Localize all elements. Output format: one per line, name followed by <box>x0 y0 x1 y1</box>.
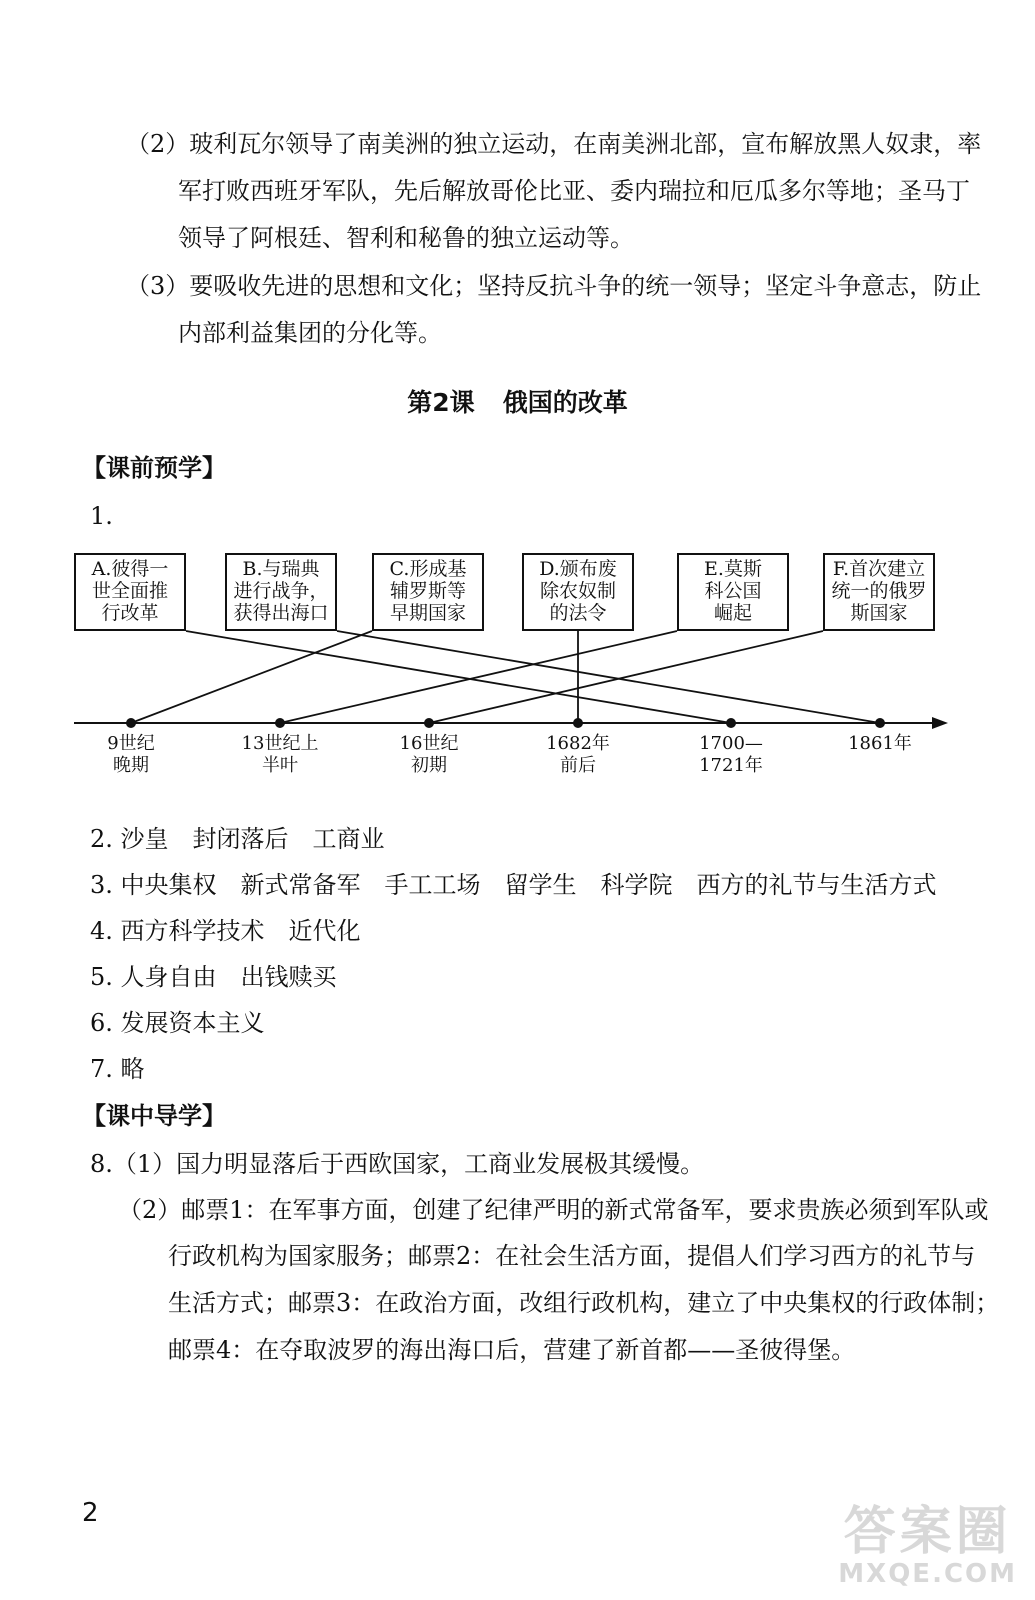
answer-8-2-line-2: 行政机构为国家服务；邮票2：在社会生活方面，提倡人们学习西方的礼节与 <box>168 1242 976 1270</box>
event-box-line: 科公国 <box>704 580 762 602</box>
answer-6: 6. 发展资本主义 <box>90 1009 265 1037</box>
connector-lines <box>131 631 880 723</box>
lesson-number: 第2课 <box>407 388 475 417</box>
watermark-logo <box>838 1504 1017 1588</box>
event-box-line: 辅罗斯等 <box>389 580 466 602</box>
timeline-label-line: 13世纪上 <box>241 733 319 754</box>
answer-5: 5. 人身自由 出钱赎买 <box>90 963 337 991</box>
timeline-dot-5 <box>726 718 736 728</box>
timeline-label-4 <box>523 733 633 777</box>
timeline-label-line: 晚期 <box>113 755 149 776</box>
timeline-label-line: 初期 <box>411 755 447 776</box>
event-box-line: 早期国家 <box>389 602 466 624</box>
event-box-line: 崛起 <box>713 602 752 624</box>
timeline-label-6 <box>825 733 935 755</box>
answer-2: 2. 沙皇 封闭落后 工商业 <box>90 825 385 853</box>
answer-2-line-1: （2）玻利瓦尔领导了南美洲的独立运动，在南美洲北部，宣布解放黑人奴隶，率 <box>126 130 982 158</box>
answer-8-1: 8.（1）国力明显落后于西欧国家，工商业发展极其缓慢。 <box>90 1150 705 1178</box>
timeline-label-line: 16世纪 <box>399 733 459 754</box>
answer-3-line-2: 内部利益集团的分化等。 <box>178 319 442 347</box>
timeline-label-1 <box>76 733 186 777</box>
event-box-2 <box>225 553 337 631</box>
connector-line-2 <box>337 631 880 723</box>
timeline-label-5 <box>676 733 786 777</box>
event-box-line: B.与瑞典 <box>242 558 320 580</box>
answer-3-line-1: （3）要吸收先进的思想和文化；坚持反抗斗争的统一领导；坚定斗争意志，防止 <box>126 272 982 300</box>
timeline-label-line: 前后 <box>560 755 596 776</box>
event-box-line: 进行战争， <box>233 580 329 602</box>
answer-7: 7. 略 <box>90 1055 145 1083</box>
event-box-line: 除农奴制 <box>539 580 616 602</box>
event-box-line: E.莫斯 <box>704 558 762 580</box>
event-box-line: D.颁布废 <box>539 558 617 580</box>
lesson-name: 俄国的改革 <box>502 388 628 417</box>
event-box-line: C.形成基 <box>389 558 467 580</box>
section-heading-guide: 【课中导学】 <box>82 1102 226 1130</box>
timeline-label-line: 9世纪 <box>107 733 155 754</box>
connector-line-6 <box>429 631 823 723</box>
timeline-dot-3 <box>424 718 434 728</box>
timeline-arrowhead <box>932 717 948 729</box>
event-box-line: F.首次建立 <box>832 558 926 580</box>
event-box-line: 统一的俄罗 <box>831 580 927 602</box>
event-box-5 <box>677 553 789 631</box>
event-box-4 <box>522 553 634 631</box>
answer-8-2-line-4: 邮票4：在夺取波罗的海出海口后，营建了新首都——圣彼得堡。 <box>168 1336 856 1364</box>
section-heading-preview: 【课前预学】 <box>82 454 226 482</box>
timeline-dot-2 <box>275 718 285 728</box>
timeline-dot-1 <box>126 718 136 728</box>
answer-8-2-line-1: （2）邮票1：在军事方面，创建了纪律严明的新式常备军，要求贵族必须到军队或 <box>118 1196 989 1224</box>
answer-8-2-line-3: 生活方式；邮票3：在政治方面，改组行政机构，建立了中央集权的行政体制； <box>168 1289 1000 1317</box>
timeline-label-line: 半叶 <box>262 755 298 776</box>
event-box-line: 行改革 <box>101 602 159 624</box>
timeline-label-2 <box>225 733 335 777</box>
event-box-line: 斯国家 <box>850 602 908 624</box>
timeline-label-line: 1721年 <box>699 755 763 776</box>
timeline-label-3 <box>374 733 484 777</box>
timeline-dot-6 <box>875 718 885 728</box>
event-box-1 <box>74 553 186 631</box>
timeline-label-line: 1682年 <box>546 733 610 754</box>
watermark-text: 答案圈 <box>843 1502 1012 1562</box>
answer-3: 3. 中央集权 新式常备军 手工工场 留学生 科学院 西方的礼节与生活方式 <box>90 871 937 899</box>
connector-line-1 <box>186 631 731 723</box>
answer-2-line-3: 领导了阿根廷、智利和秘鲁的独立运动等。 <box>178 224 634 252</box>
event-box-line: 获得出海口 <box>233 602 329 624</box>
page-number: 2 <box>82 1498 99 1528</box>
event-box-3 <box>372 553 484 631</box>
question-1-label: 1. <box>90 502 113 530</box>
watermark-url: MXQE.COM <box>838 1559 1017 1589</box>
answer-4: 4. 西方科学技术 近代化 <box>90 917 361 945</box>
event-box-line: A.彼得一 <box>91 558 169 580</box>
event-box-line: 的法令 <box>549 602 607 624</box>
event-box-line: 世全面推 <box>91 580 168 602</box>
timeline-label-line: 1861年 <box>848 733 912 754</box>
connector-line-5 <box>280 631 677 723</box>
timeline-label-line: 1700— <box>699 733 763 754</box>
timeline-dot-4 <box>573 718 583 728</box>
event-box-6 <box>823 553 935 631</box>
answer-2-line-2: 军打败西班牙军队，先后解放哥伦比亚、委内瑞拉和厄瓜多尔等地；圣马丁 <box>178 177 970 205</box>
